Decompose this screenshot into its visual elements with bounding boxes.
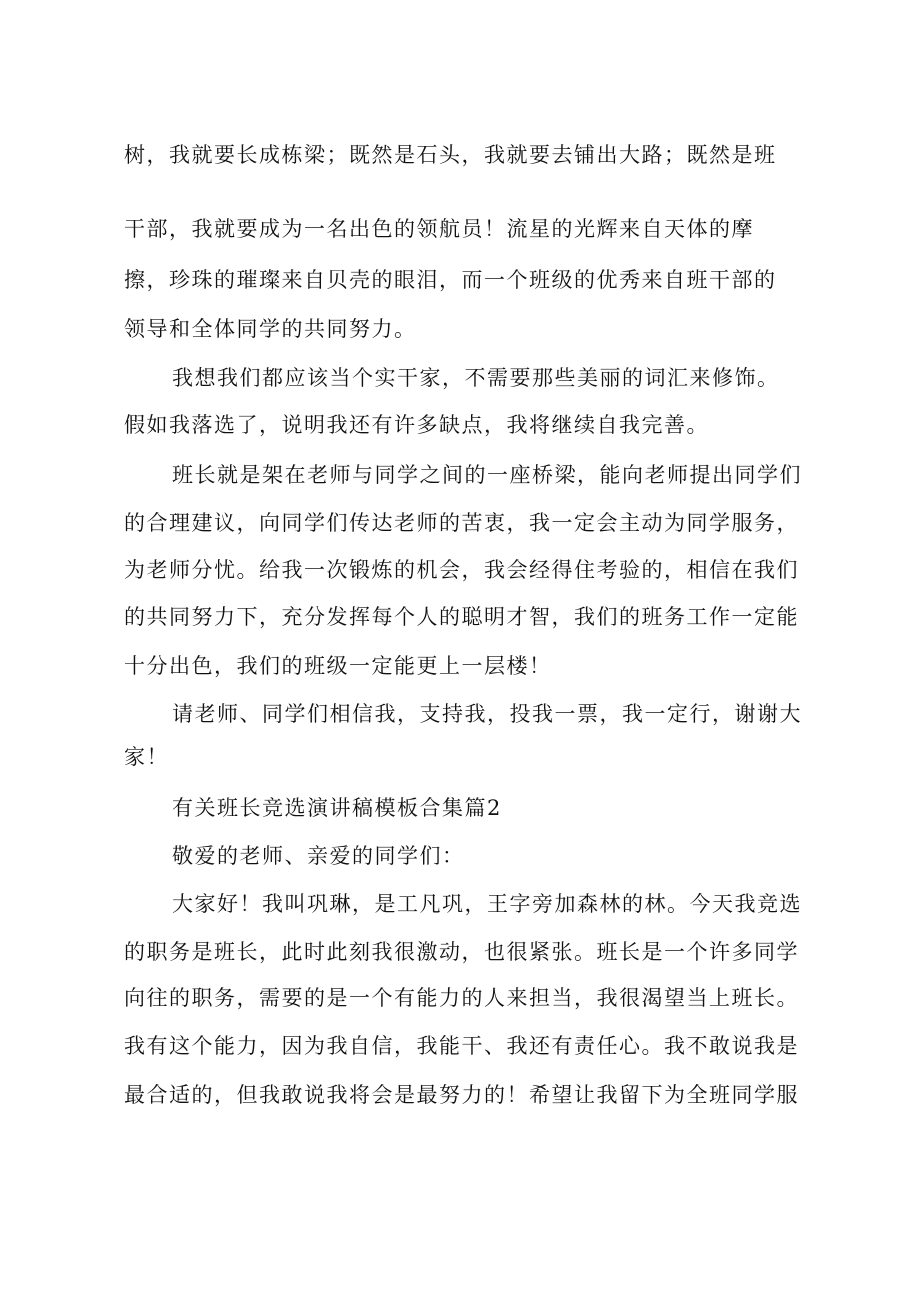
text-line: 擦，珍珠的璀璨来自贝壳的眼泪，而一个班级的优秀来自班干部的 <box>124 268 777 292</box>
section-heading: 有关班长竞选演讲稿模板合集篇2 <box>172 796 502 820</box>
paragraph-first-line: 班长就是架在老师与同学之间的一座桥梁，能向老师提出同学们 <box>172 463 802 487</box>
paragraph-first-line: 我想我们都应该当个实干家，不需要那些美丽的词汇来修饰。 <box>172 366 780 390</box>
text-line: 向往的职务，需要的是一个有能力的人来担当，我很渴望当上班长。 <box>124 986 799 1010</box>
text-line: 干部，我就要成为一名出色的领航员！流星的光辉来自天体的摩 <box>124 217 754 241</box>
text-line: 我有这个能力，因为我自信，我能干、我还有责任心。我不敢说我是 <box>124 1034 799 1058</box>
text-line: 假如我落选了，说明我还有许多缺点，我将继续自我完善。 <box>124 413 709 437</box>
text-line: 的共同努力下，充分发挥每个人的聪明才智，我们的班务工作一定能 <box>124 605 799 629</box>
text-line: 领导和全体同学的共同努力。 <box>124 317 417 341</box>
text-line: 树，我就要长成栋梁；既然是石头，我就要去铺出大路；既然是班 <box>124 143 777 167</box>
salutation: 敬爱的老师、亲爱的同学们： <box>172 844 465 868</box>
text-line: 为老师分忧。给我一次锻炼的机会，我会经得住考验的，相信在我们 <box>124 558 799 582</box>
paragraph-first-line: 请老师、同学们相信我，支持我，投我一票，我一定行，谢谢大 <box>172 702 802 726</box>
text-line: 的合理建议，向同学们传达老师的苦衷，我一定会主动为同学服务， <box>124 511 799 535</box>
paragraph-first-line: 大家好！我叫巩琳，是工凡巩，王字旁加森林的林。今天我竞选 <box>172 892 802 916</box>
text-line: 十分出色，我们的班级一定能更上一层楼！ <box>124 654 552 678</box>
text-line: 家！ <box>124 745 169 769</box>
text-line: 的职务是班长，此时此刻我很激动，也很紧张。班长是一个许多同学 <box>124 940 799 964</box>
text-line: 最合适的，但我敢说我将会是最努力的！希望让我留下为全班同学服 <box>124 1083 799 1107</box>
